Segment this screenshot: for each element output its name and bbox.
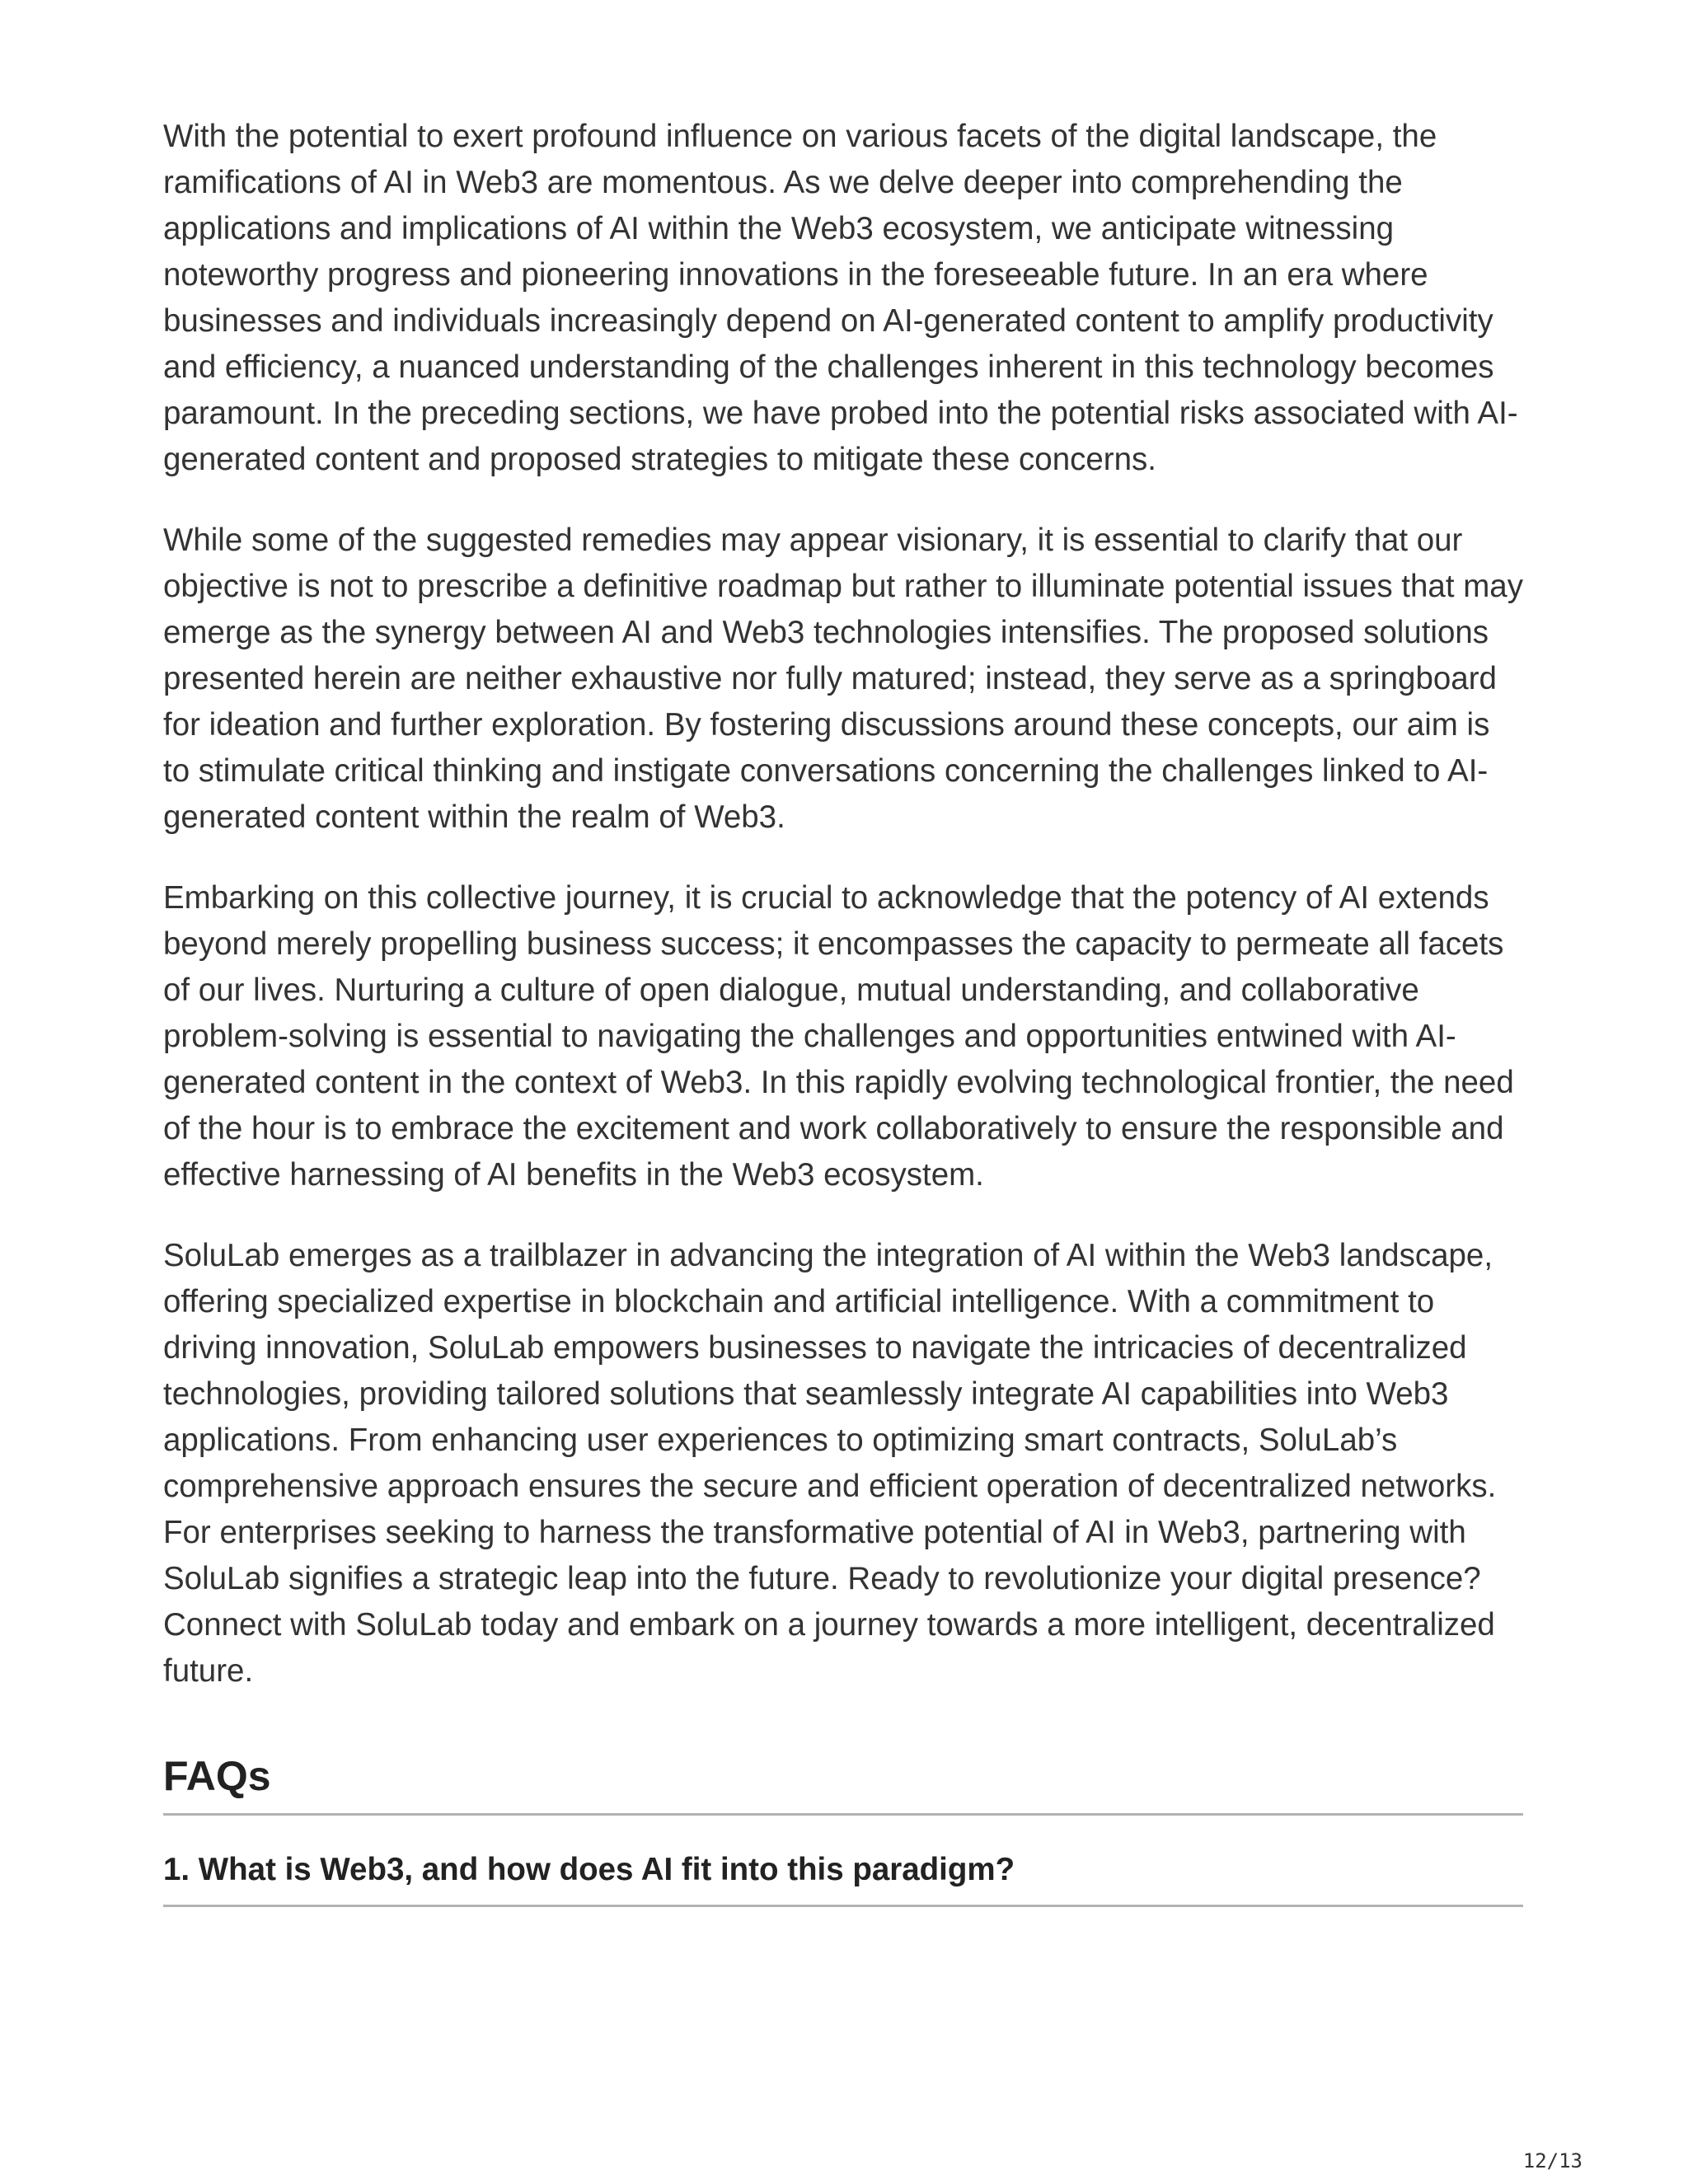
paragraph: While some of the suggested remedies may appear visionary, it is essential to clarify that our objective is not to prescribe a definitive roadmap but rather to illuminate potential issues that may emerge as the synergy between AI and Web3 technologies intensifies. The proposed solutions presented herein are neither exhaustive nor fully matured; instead, they serve as a springboard for ideation and further exploration. By fostering discussions around these concepts, our aim is to stimulate critical thinking and instigate conversations concerning the challenges linked to AI-generated content within the realm of Web3. (163, 523, 1523, 835)
faq-heading: FAQs (163, 1749, 1523, 1816)
paragraph: With the potential to exert profound influence on various facets of the digital landscape, the ramifications of AI in Web3 are momentous. As we delve deeper into comprehending the applications and implications of AI within the Web3 ecosystem, we anticipate witnessing noteworthy progress and pioneering innovations in the foreseeable future. In an era where businesses and individuals increasingly depend on AI-generated content to amplify productivity and efficiency, a nuanced understanding of the challenges inherent in this technology becomes paramount. In the preceding sections, we have probed into the potential risks associated with AI-generated content and proposed strategies to mitigate these concerns. (163, 119, 1518, 477)
faq-question[interactable]: 1. What is Web3, and how does AI fit into this paradigm? (163, 1816, 1523, 1907)
page-number: 12/13 (1522, 2149, 1582, 2172)
paragraph: SoluLab emerges as a trailblazer in advancing the integration of AI within the Web3 landscape, offering specialized expertise in blockchain and artificial intelligence. With a commitment to driving innovation, SoluLab empowers businesses to navigate the intricacies of decentralized technologies, providing tailored solutions that seamlessly integrate AI capabilities into Web3 applications. From enhancing user experiences to optimizing smart contracts, SoluLab’s comprehensive approach ensures the secure and efficient operation of decentralized networks. For enterprises seeking to harness the transformative potential of AI in Web3, partnering with SoluLab signifies a strategic leap into the future. Ready to revolutionize your digital presence? Connect with SoluLab today and embark on a journey towards a more intelligent, decentralized future. (163, 1238, 1497, 1689)
paragraph: Embarking on this collective journey, it is crucial to acknowledge that the potency of AI extends beyond merely propelling business success; it encompasses the capacity to permeate all facets of our lives. Nurturing a culture of open dialogue, mutual understanding, and collaborative problem-solving is essential to navigating the challenges and opportunities entwined with AI-generated content in the context of Web3. In this rapidly evolving technological frontier, the need of the hour is to embrace the excitement and work collaboratively to ensure the responsible and effective harnessing of AI benefits in the Web3 ecosystem. (163, 880, 1514, 1193)
article-content (163, 114, 1523, 1907)
